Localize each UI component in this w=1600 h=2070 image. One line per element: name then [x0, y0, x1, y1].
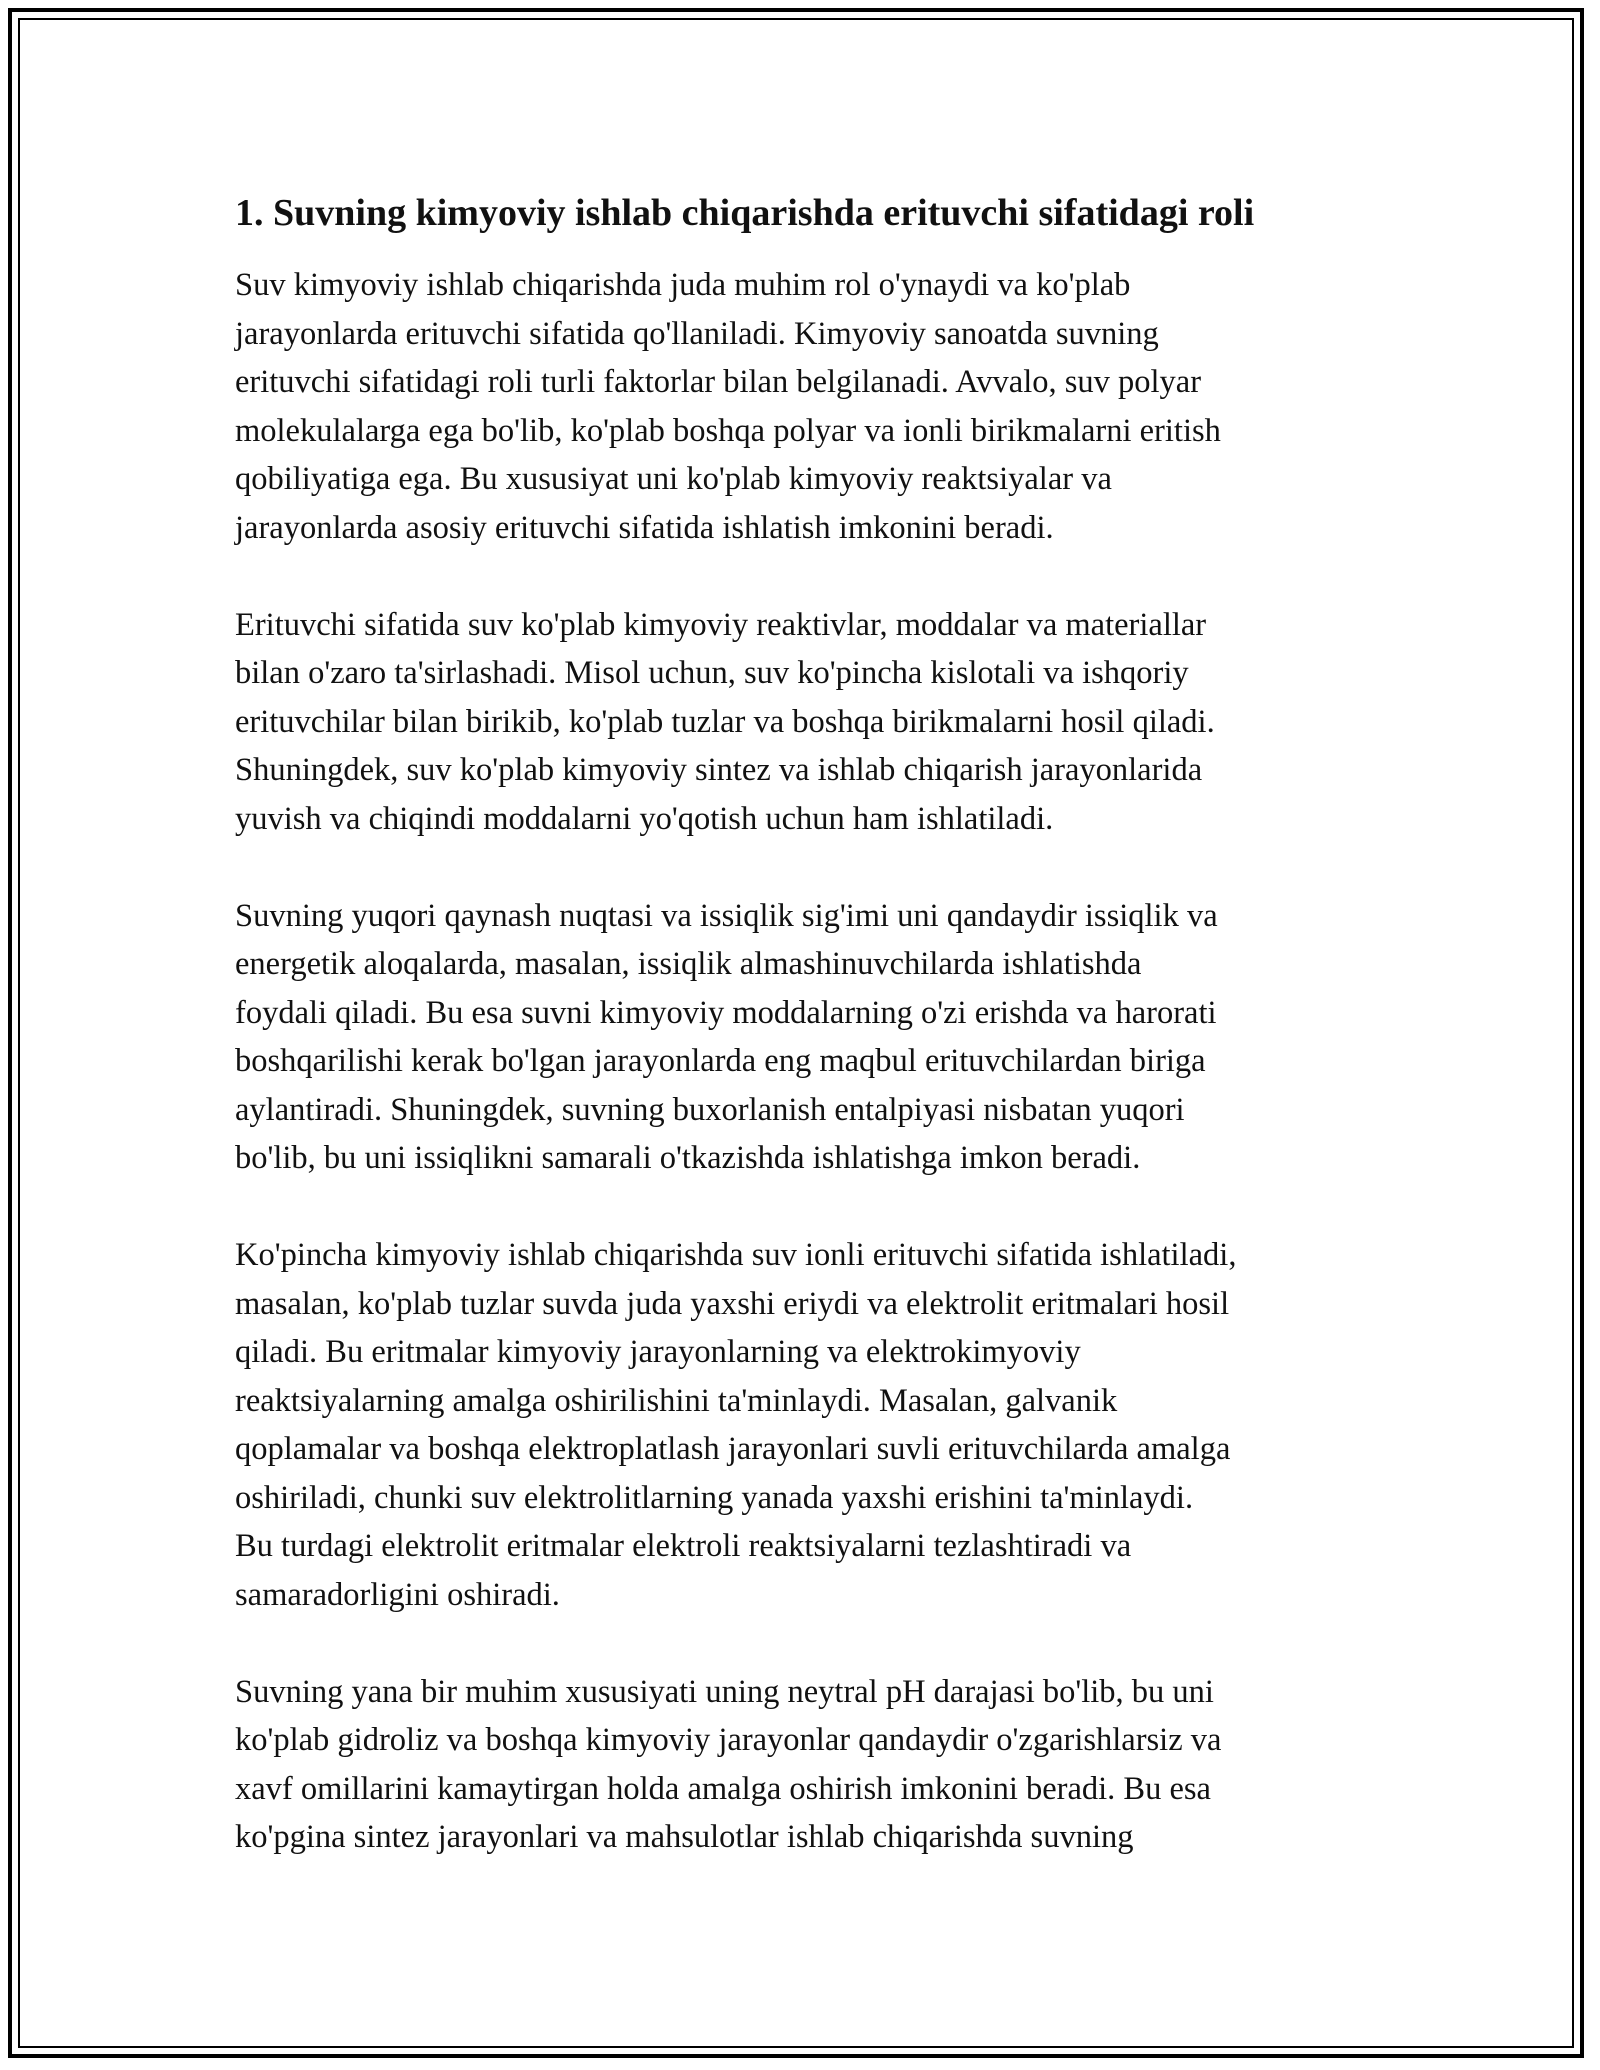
text-line: Erituvchi sifatida suv ko'plab kimyoviy reaktivlar, moddalar va materiallar — [235, 606, 1207, 643]
text-line: Bu turdagi elektrolit eritmalar elektroli reaktsiyalarni tezlashtiradi va — [235, 1528, 1132, 1564]
text-line: qoplamalar va boshqa elektroplatlash jarayonlari suvli erituvchilarda amalga — [235, 1431, 1231, 1467]
text-line: Shuningdek, suv ko'plab kimyoviy sintez va ishlab chiqarish jarayonlarida — [235, 752, 1203, 788]
text-line: reaktsiyalarning amalga oshirilishini ta'minlaydi. Masalan, galvanik — [235, 1382, 1118, 1419]
text-line: samaradorligini oshiradi. — [235, 1576, 560, 1613]
text-line: Suvning yana bir muhim xususiyati uning neytral pH darajasi bo'lib, bu uni — [235, 1673, 1214, 1710]
text-line: masalan, ko'plab tuzlar suvda juda yaxshi eriydi va elektrolit eritmalari hosil — [235, 1285, 1230, 1322]
text-line: qiladi. Bu eritmalar kimyoviy jarayonlarning va elektrokimyoviy — [235, 1334, 1081, 1370]
paragraph-3 — [235, 892, 1375, 1183]
paragraph-2 — [235, 601, 1375, 844]
text-line: jarayonlarda asosiy erituvchi sifatida ishlatish imkonini beradi. — [235, 509, 1054, 546]
section-heading: 1. Suvning kimyoviy ishlab chiqarishda erituvchi sifatidagi roli — [235, 192, 1255, 234]
text-line: ko'plab gidroliz va boshqa kimyoviy jarayonlar qandaydir o'zgarishlarsiz va — [235, 1722, 1222, 1758]
document-body — [235, 185, 1375, 1910]
text-line: boshqarilishi kerak bo'lgan jarayonlarda eng maqbul erituvchilardan biriga — [235, 1043, 1206, 1079]
text-line: bilan o'zaro ta'sirlashadi. Misol uchun, suv ko'pincha kislotali va ishqoriy — [235, 655, 1189, 691]
text-line: Ko'pincha kimyoviy ishlab chiqarishda suv ionli erituvchi sifatida ishlatiladi, — [235, 1237, 1237, 1273]
text-line: erituvchilar bilan birikib, ko'plab tuzlar va boshqa birikmalarni hosil qiladi. — [235, 703, 1215, 740]
text-line: yuvish va chiqindi moddalarni yo'qotish uchun ham ishlatiladi. — [235, 800, 1054, 837]
paragraph-1 — [235, 261, 1375, 552]
text-line: foydali qiladi. Bu esa suvni kimyoviy moddalarning o'zi erishda va harorati — [235, 994, 1217, 1031]
text-line: Suv kimyoviy ishlab chiqarishda juda muhim rol o'ynaydi va ko'plab — [235, 267, 1131, 303]
text-line: Suvning yuqori qaynash nuqtasi va issiqlik sig'imi uni qandaydir issiqlik va — [235, 897, 1218, 934]
text-line: aylantiradi. Shuningdek, suvning buxorlanish entalpiyasi nisbatan yuqori — [235, 1091, 1185, 1128]
text-line: bo'lib, bu uni issiqlikni samarali o'tkazishda ishlatishga imkon beradi. — [235, 1140, 1141, 1176]
text-line: ko'pgina sintez jarayonlari va mahsulotlar ishlab chiqarishda suvning — [235, 1819, 1134, 1855]
text-line: jarayonlarda erituvchi sifatida qo'llaniladi. Kimyoviy sanoatda suvning — [235, 315, 1159, 352]
text-line: qobiliyatiga ega. Bu xususiyat uni ko'plab kimyoviy reaktsiyalar va — [235, 461, 1112, 497]
text-line: xavf omillarini kamaytirgan holda amalga oshirish imkonini beradi. Bu esa — [235, 1770, 1211, 1807]
text-line: energetik aloqalarda, masalan, issiqlik almashinuvchilarda ishlatishda — [235, 946, 1142, 982]
paragraph-5 — [235, 1668, 1375, 1862]
text-line: erituvchi sifatidagi roli turli faktorlar bilan belgilanadi. Avvalo, suv polyar — [235, 364, 1202, 400]
text-line: oshiriladi, chunki suv elektrolitlarning yanada yaxshi erishini ta'minlaydi. — [235, 1479, 1194, 1516]
text-line: molekulalarga ega bo'lib, ko'plab boshqa polyar va ionli birikmalarni eritish — [235, 412, 1221, 449]
paragraph-4 — [235, 1231, 1375, 1619]
